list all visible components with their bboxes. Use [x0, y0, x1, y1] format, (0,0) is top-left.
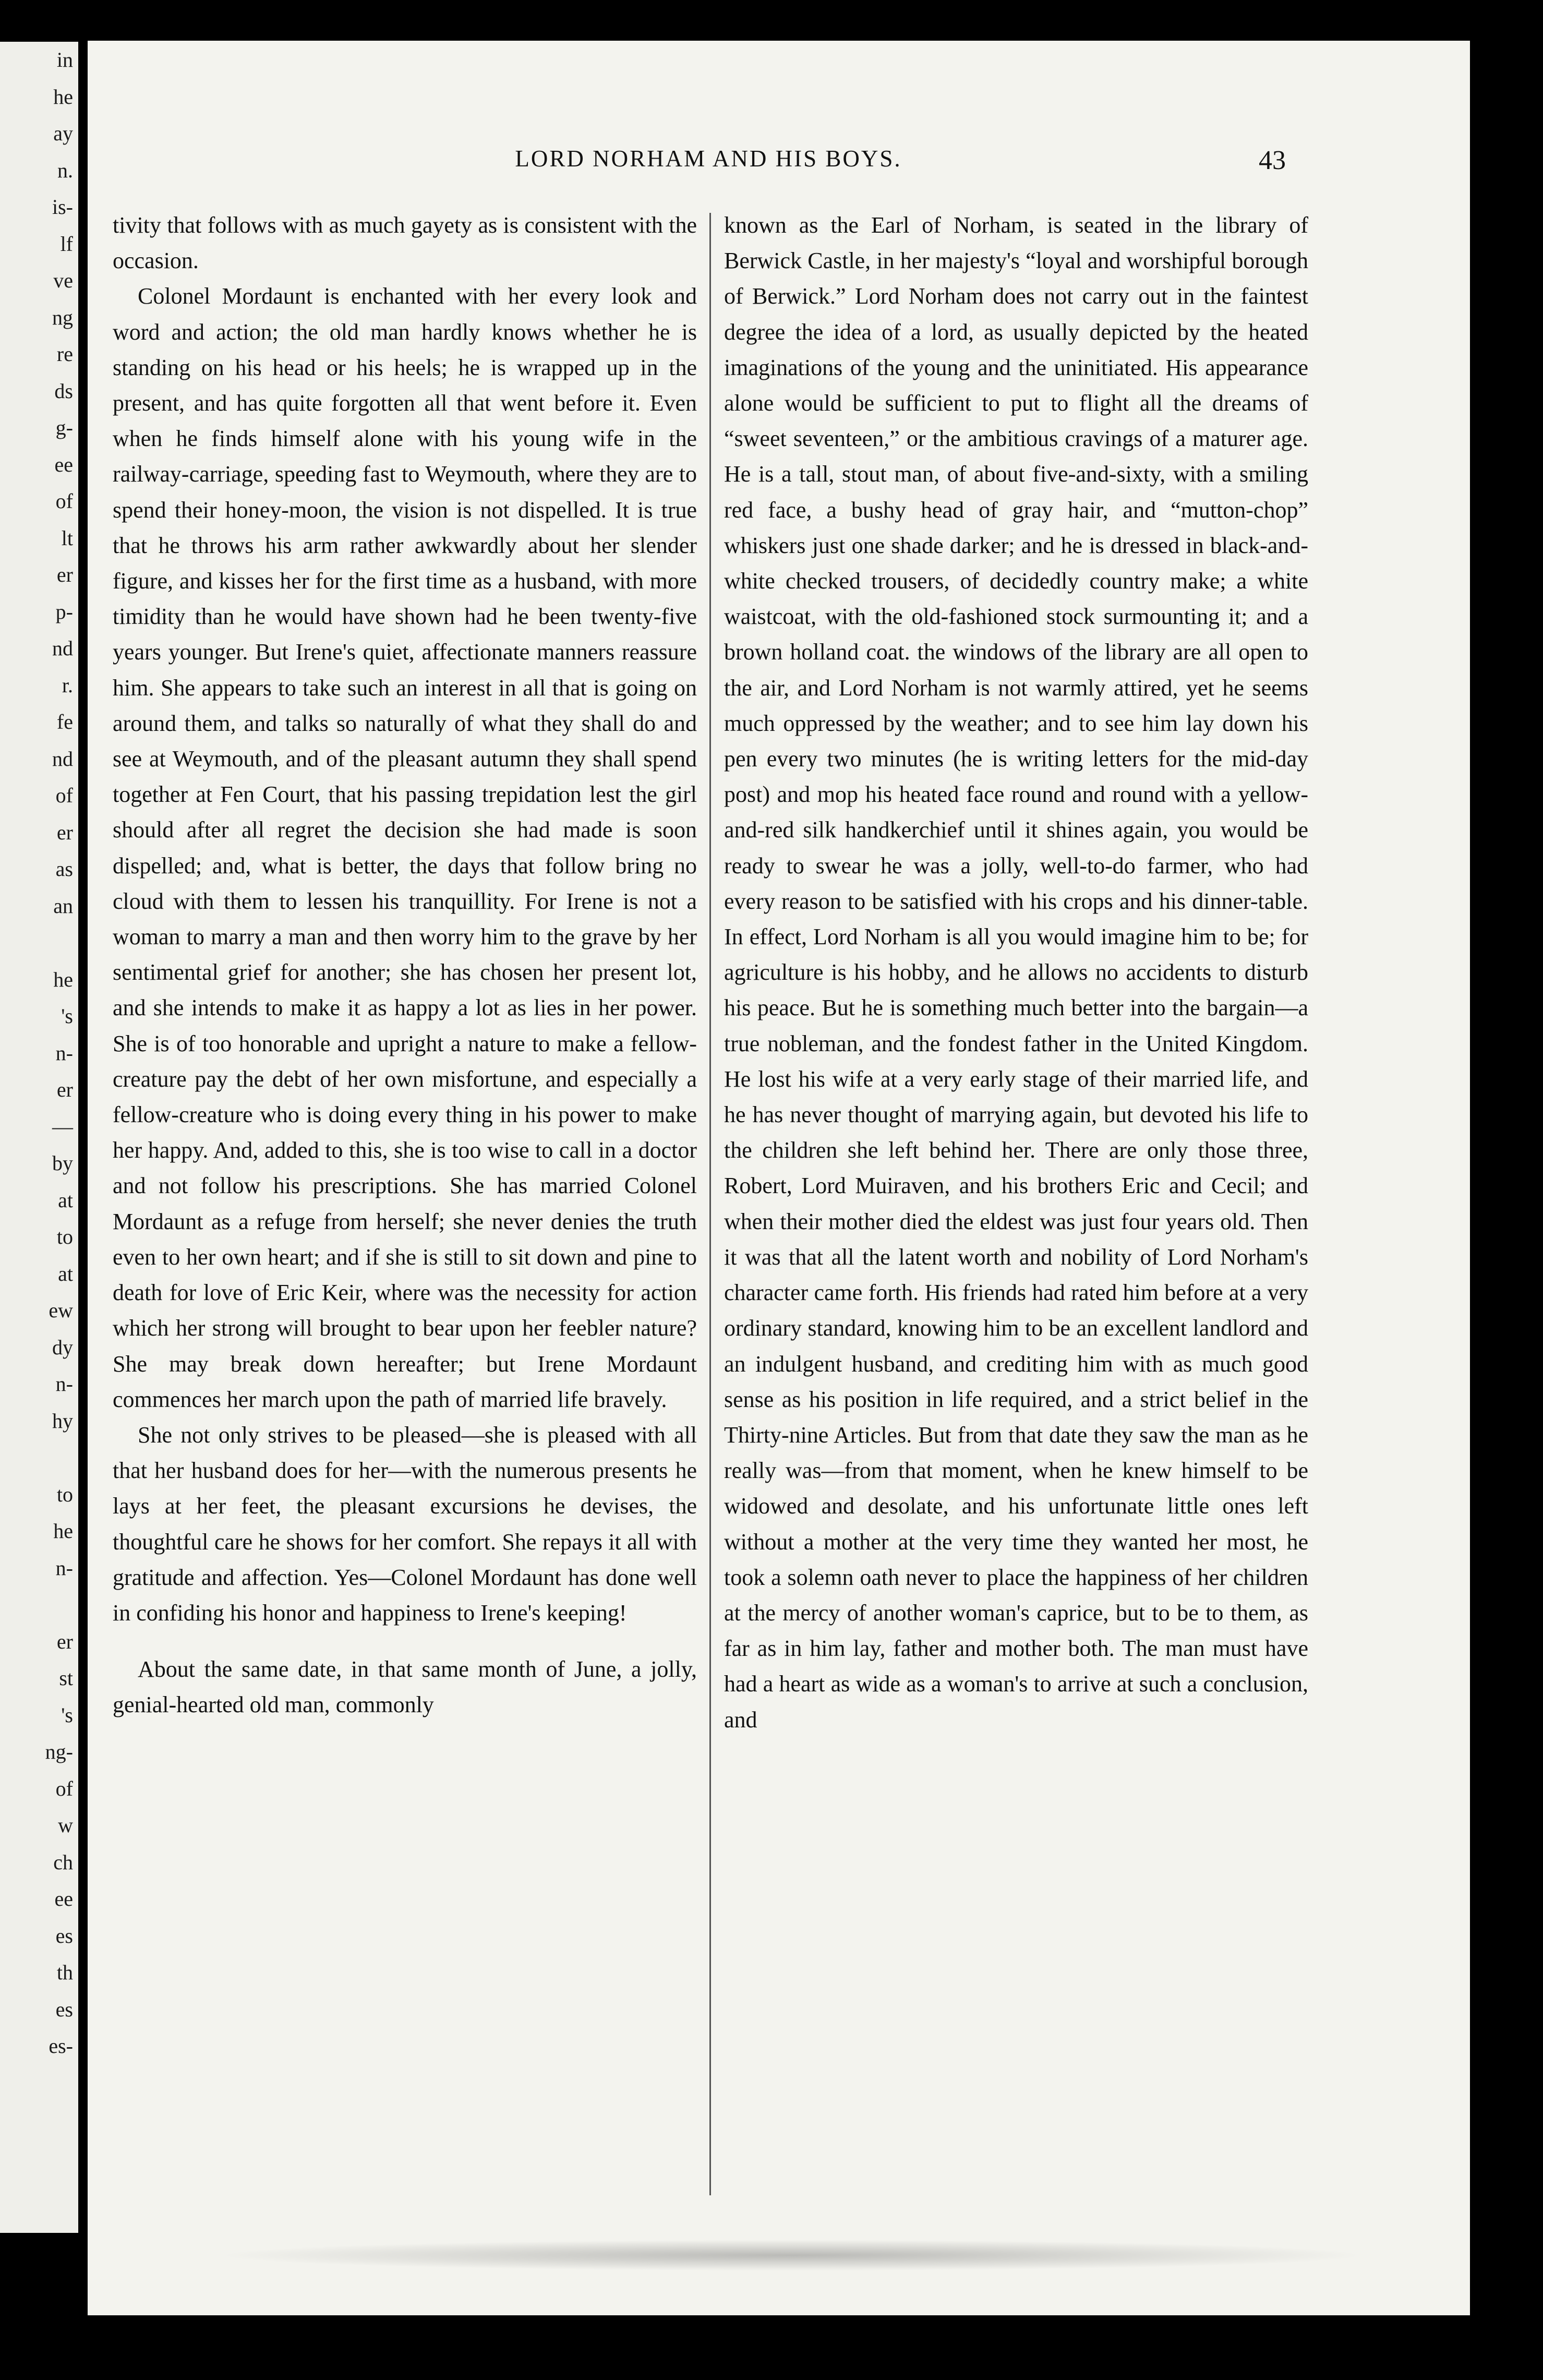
- page-header: [88, 145, 1470, 187]
- margin-fragment: th: [56, 1961, 73, 1984]
- paragraph: About the same date, in that same month of June, a jolly, genial-hearted old man, commonly: [113, 1656, 697, 1718]
- margin-fragment: nd: [52, 747, 73, 771]
- margin-fragment: to: [56, 1482, 73, 1506]
- paragraph: Colonel Mordaunt is enchanted with her every look and word and action; the old man hardly knows whether he is standing on his head or his heels; he is wrapped up in the present, and has quite forgotten all that went before it. Even when he finds himself alone with his young wife in the railway-carriage, speeding fast to Weymouth, where they are to spend their honey-moon, the vision is not dispelled. It is true that he throws his arm rather awkwardly about her slender figure, and kisses her for the first time as a husband, with more timidity than he would have shown had he been twenty-five years younger. But Irene's quiet, affectionate manners reassure him. She appears to take such an interest in all that is going on around them, and talks so naturally of what they shall do and see at Weymouth, and of the pleasant autumn they shall spend together at Fen Court, that his passing trepidation lest the girl should after all regret the decision she had made is soon dispelled; and, what is better, the days that follow bring no cloud with them to lessen his tranquillity. For Irene is not a woman to marry a man and then worry him to the grave by her sentimental grief for another; she has chosen her present lot, and she intends to make it as happy a lot as lies in her power. She is of too honorable and upright a nature to make a fellow-creature pay the debt of her own misfortune, and especially a fellow-creature who is doing every thing in his power to make her happy. And, added to this, she is too wise to call in a doctor and not follow his prescriptions. She has married Colonel Mordaunt as a refuge from herself; she never denies the truth even to her own heart; and if she is still to sit down and pine to death for love of Eric Keir, where was the necessity for action which her strong will brought to bear upon her feebler nature? She may break down hereafter; but Irene Mordaunt commences her march upon the path of married life bravely.: [113, 283, 697, 1412]
- margin-fragment: he: [53, 967, 73, 991]
- margin-fragment: 's: [61, 1703, 73, 1727]
- book-page: [88, 41, 1470, 2315]
- margin-fragment: r.: [62, 673, 73, 697]
- adjacent-page-margin: [0, 42, 78, 2233]
- margin-fragment: hy: [52, 1409, 73, 1433]
- margin-fragment: st: [59, 1666, 73, 1690]
- margin-fragment: ng-: [45, 1740, 73, 1763]
- margin-fragment: at: [58, 1188, 73, 1212]
- margin-fragment: es: [55, 1997, 73, 2021]
- margin-fragment: er: [56, 1629, 73, 1653]
- margin-fragment: nd: [52, 636, 73, 660]
- margin-fragment: an: [53, 894, 73, 918]
- margin-fragment: er: [56, 820, 73, 844]
- margin-fragment: ch: [53, 1850, 73, 1874]
- margin-fragment: lf: [60, 232, 73, 256]
- right-text-column: [724, 208, 1308, 1738]
- margin-fragment: ds: [54, 379, 73, 403]
- margin-fragment: n-: [55, 1372, 73, 1396]
- margin-fragment: g-: [55, 416, 73, 439]
- margin-fragment: to: [56, 1225, 73, 1248]
- margin-fragment: re: [56, 342, 73, 366]
- column-divider: [709, 213, 711, 2195]
- margin-fragment: of: [55, 1776, 73, 1800]
- margin-fragment: dy: [52, 1335, 73, 1359]
- margin-fragment: p-: [55, 599, 73, 623]
- margin-fragment: in: [56, 48, 73, 71]
- scan-smudge: [218, 2240, 1366, 2271]
- paragraph: known as the Earl of Norham, is seated in the library of Berwick Castle, in her majesty's “loyal and worshipful borough of Berwick.” Lord Norham does not carry out in the faintest degree the idea of a lord, as usually depicted by the heated imaginations of the young and the uninitiated. His appearance alone would be sufficient to put to flight all the dreams of “sweet seventeen,” or the ambitious cravings of a maturer age. He is a tall, stout man, of about five-and-sixty, with a smiling red face, a bushy head of gray hair, and “mutton-chop” whiskers just one shade darker; and he is dressed in black-and-white checked trousers, of decidedly country make; a white waistcoat, with the old-fashioned stock surmounting it; and a brown holland coat. the windows of the library are all open to the air, and Lord Norham is not warmly attired, yet he seems much oppressed by the weather; and to see him lay down his pen every two minutes (he is writing letters for the mid-day post) and mop his heated face round and round with a yellow-and-red silk handkerchief until it shines again, you would be ready to swear he was a jolly, well-to-do farmer, who had every reason to be satisfied with his crops and his dinner-table. In effect, Lord Norham is all you would imagine him to be; for agriculture is his hobby, and he allows no accidents to disturb his peace. But he is something much better into the bargain—a true nobleman, and the fondest father in the United Kingdom. He lost his wife at a very early stage of their married life, and he has never thought of marrying again, but devoted his life to the children she left behind her. There are only those three, Robert, Lord Muiraven, and his brothers Eric and Cecil; and when their mother died the eldest was just four years old. Then it was that all the latent worth and nobility of Lord Norham's character came forth. His friends had rated him before at a very ordinary standard, knowing him to be an excellent landlord and an indulgent husband, and crediting him with as much good sense as his position in life required, and a strict belief in the Thirty-nine Articles. But from that date they saw the man as he really was—from that moment, when he knew himself to be widowed and desolate, and his unfortunate little ones left without a mother at the very time they wanted her most, he took a solemn oath never to place the happiness of her children at the mercy of another woman's caprice, but to be to them, as far as in him lay, father and mother both. The man must have had a heart as wide as a woman's to arrive at such a conclusion, and: [724, 212, 1308, 1733]
- margin-fragment: n.: [57, 158, 73, 182]
- margin-fragment: of: [55, 489, 73, 513]
- running-title: LORD NORHAM AND HIS BOYS.: [515, 146, 902, 172]
- margin-fragment: es-: [49, 2034, 73, 2058]
- margin-fragment: he: [53, 85, 73, 109]
- margin-fragment: n-: [55, 1041, 73, 1065]
- margin-fragment: ew: [49, 1299, 73, 1322]
- margin-fragment: ve: [53, 269, 73, 292]
- margin-fragment: ee: [54, 1887, 73, 1910]
- margin-fragment: 's: [61, 1004, 73, 1028]
- margin-fragment: ee: [54, 452, 73, 476]
- margin-fragment: w: [58, 1813, 73, 1837]
- margin-fragment: [0, 1439, 78, 1476]
- paragraph: tivity that follows with as much gayety as is consistent with the occasion.: [113, 212, 697, 274]
- margin-fragment: er: [56, 563, 73, 586]
- margin-fragment: fe: [56, 710, 73, 734]
- margin-fragment: n-: [55, 1556, 73, 1580]
- margin-fragment: er: [56, 1078, 73, 1101]
- margin-fragment: as: [55, 857, 73, 881]
- margin-fragment: at: [58, 1261, 73, 1285]
- margin-fragment: by: [52, 1151, 73, 1175]
- margin-fragment: es: [55, 1924, 73, 1948]
- margin-fragment: is-: [52, 195, 73, 219]
- margin-fragment: of: [55, 784, 73, 807]
- page-number: 43: [1259, 146, 1286, 175]
- paragraph: She not only strives to be pleased—she is pleased with all that her husband does for her—with the numerous presents he lays at her feet, the pleasant excursions he devises, the thoughtful care he shows for her comfort. She repays it all with gratitude and affection. Yes—Colonel Mordaunt has done well in confiding his honor and happiness to Irene's keeping!: [113, 1422, 697, 1626]
- margin-fragment: —: [52, 1114, 73, 1138]
- left-text-column: [113, 208, 697, 1723]
- margin-fragment: [0, 924, 78, 961]
- margin-fragment: he: [53, 1519, 73, 1543]
- margin-fragment: ng: [52, 305, 73, 329]
- margin-fragment: [0, 1586, 78, 1624]
- margin-fragment: ay: [53, 122, 73, 145]
- margin-fragment: lt: [61, 526, 73, 550]
